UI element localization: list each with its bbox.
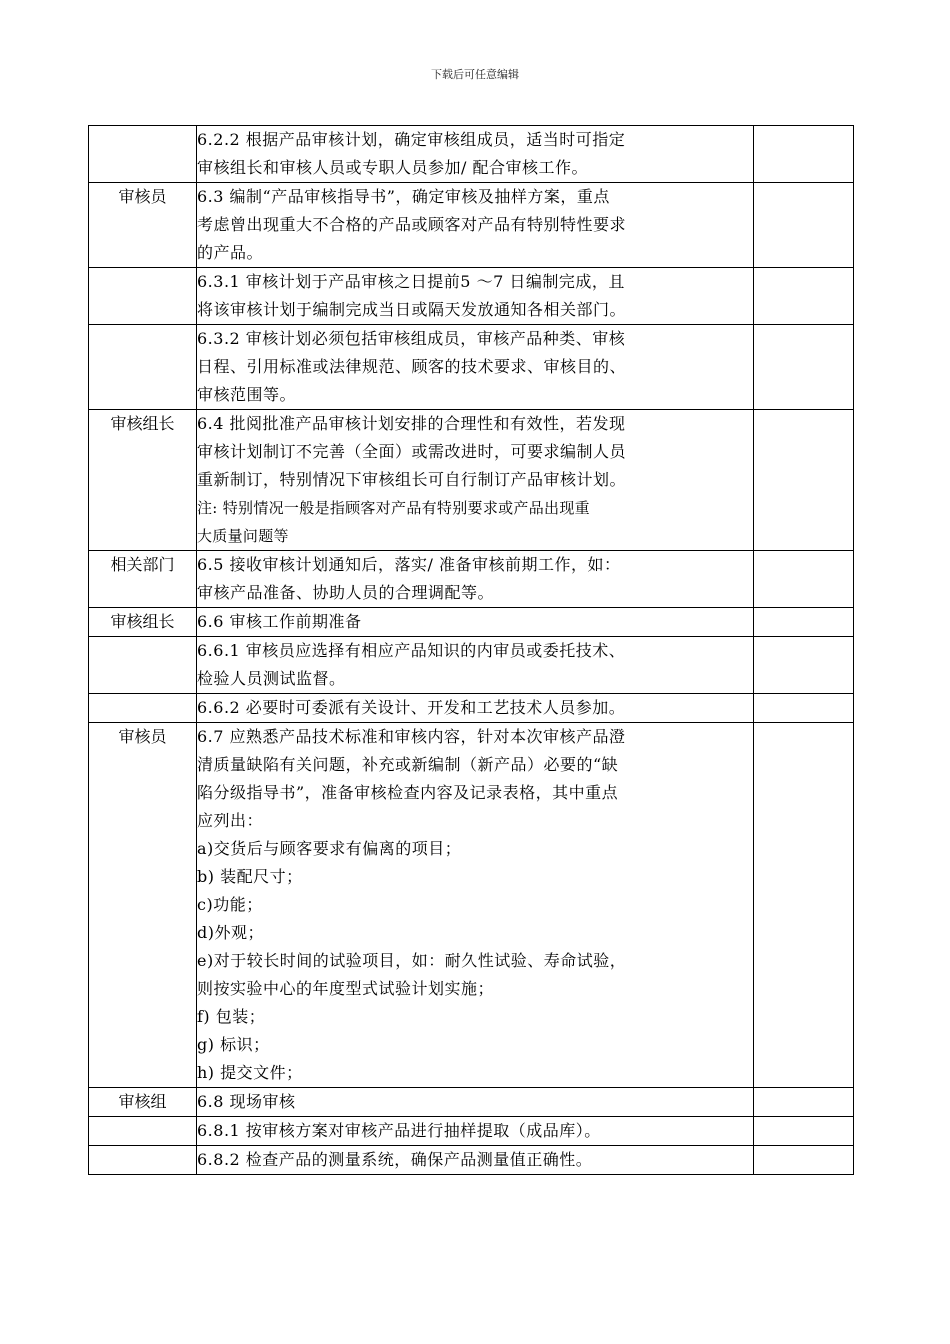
role-cell — [89, 268, 197, 325]
role-cell: 审核员 — [89, 183, 197, 268]
table-row — [89, 1146, 854, 1175]
remarks-cell — [754, 637, 854, 694]
remarks-cell — [754, 551, 854, 608]
table-row — [89, 694, 854, 723]
content-cell — [197, 1146, 754, 1175]
content-line: b) 装配尺寸； — [197, 867, 303, 886]
content-line: 考虑曾出现重大不合格的产品或顾客对产品有特别特性要求 — [197, 215, 627, 234]
content-line: 6.8.2 检查产品的测量系统，确保产品测量值正确性。 — [197, 1150, 593, 1169]
content-line: 清质量缺陷有关问题，补充或新编制（新产品）必要的“缺 — [197, 755, 619, 774]
role-cell — [89, 694, 197, 723]
content-cell — [197, 1117, 754, 1146]
content-line: e)对于较长时间的试验项目，如：耐久性试验、寿命试验， — [197, 951, 627, 970]
content-line: 重新制订，特别情况下审核组长可自行制订产品审核计划。 — [197, 470, 627, 489]
content-cell — [197, 325, 754, 410]
remarks-cell — [754, 608, 854, 637]
role-cell: 审核员 — [89, 723, 197, 1088]
remarks-cell — [754, 268, 854, 325]
content-line: 6.6.2 必要时可委派有关设计、开发和工艺技术人员参加。 — [197, 698, 626, 717]
table-row — [89, 126, 854, 183]
role-cell — [89, 637, 197, 694]
content-cell — [197, 608, 754, 637]
content-line: 6.6 审核工作前期准备 — [197, 612, 362, 631]
table-row — [89, 608, 854, 637]
content-line: 的产品。 — [197, 243, 264, 262]
content-cell — [197, 183, 754, 268]
content-cell — [197, 126, 754, 183]
table-row — [89, 268, 854, 325]
role-cell: 审核组 — [89, 1088, 197, 1117]
procedure-table — [88, 125, 854, 1175]
content-line: 审核组长和审核人员或专职人员参加/ 配合审核工作。 — [197, 158, 588, 177]
procedure-table-body — [89, 126, 854, 1175]
role-cell: 审核组长 — [89, 608, 197, 637]
table-row — [89, 551, 854, 608]
remarks-cell — [754, 1088, 854, 1117]
page-header: 下载后可任意编辑 — [431, 68, 519, 81]
content-line: 6.3.1 审核计划于产品审核之日提前5 ～7 日编制完成，且 — [197, 272, 625, 291]
note-line: 注: 特别情况一般是指顾客对产品有特别要求或产品出现重 — [197, 499, 590, 517]
table-row — [89, 637, 854, 694]
table-row — [89, 325, 854, 410]
content-cell — [197, 1088, 754, 1117]
content-line: 应列出： — [197, 811, 264, 830]
content-line: a)交货后与顾客要求有偏离的项目； — [197, 839, 462, 858]
table-row — [89, 723, 854, 1088]
content-line: g) 标识； — [197, 1035, 270, 1054]
remarks-cell — [754, 1117, 854, 1146]
content-line: 6.8.1 按审核方案对审核产品进行抽样提取（成品库）。 — [197, 1121, 601, 1140]
remarks-cell — [754, 1146, 854, 1175]
table-row — [89, 1088, 854, 1117]
content-line: 6.4 批阅批准产品审核计划安排的合理性和有效性，若发现 — [197, 414, 626, 433]
remarks-cell — [754, 183, 854, 268]
content-line: 将该审核计划于编制完成当日或隔天发放通知各相关部门。 — [197, 300, 627, 319]
content-cell — [197, 694, 754, 723]
role-cell — [89, 1146, 197, 1175]
content-cell — [197, 268, 754, 325]
content-line: 审核产品准备、协助人员的合理调配等。 — [197, 583, 495, 602]
table-row — [89, 410, 854, 551]
content-line: 6.6.1 审核员应选择有相应产品知识的内审员或委托技术、 — [197, 641, 626, 660]
remarks-cell — [754, 694, 854, 723]
role-cell — [89, 325, 197, 410]
content-line: 审核范围等。 — [197, 385, 297, 404]
content-line: c)功能； — [197, 895, 263, 914]
content-line: f) 包装； — [197, 1007, 266, 1026]
content-cell — [197, 410, 754, 551]
content-line: 6.7 应熟悉产品技术标准和审核内容，针对本次审核产品澄 — [197, 727, 626, 746]
role-cell — [89, 126, 197, 183]
table-row — [89, 183, 854, 268]
content-line: d)外观； — [197, 923, 264, 942]
content-line: 陷分级指导书”，准备审核检查内容及记录表格，其中重点 — [197, 783, 619, 802]
role-cell: 相关部门 — [89, 551, 197, 608]
content-cell — [197, 637, 754, 694]
content-line: 检验人员测试监督。 — [197, 669, 346, 688]
table-row — [89, 1117, 854, 1146]
content-cell — [197, 723, 754, 1088]
content-line: h) 提交文件； — [197, 1063, 303, 1082]
content-line: 则按实验中心的年度型式试验计划实施； — [197, 979, 495, 998]
content-line: 6.3 编制“产品审核指导书”，确定审核及抽样方案，重点 — [197, 187, 610, 206]
content-line: 审核计划制订不完善（全面）或需改进时，可要求编制人员 — [197, 442, 627, 461]
remarks-cell — [754, 126, 854, 183]
content-line: 6.2.2 根据产品审核计划，确定审核组成员，适当时可指定 — [197, 130, 626, 149]
content-line: 6.3.2 审核计划必须包括审核组成员，审核产品种类、审核 — [197, 329, 626, 348]
content-line: 6.8 现场审核 — [197, 1092, 296, 1111]
content-line: 日程、引用标准或法律规范、顾客的技术要求、审核目的、 — [197, 357, 627, 376]
role-cell — [89, 1117, 197, 1146]
content-cell — [197, 551, 754, 608]
role-cell: 审核组长 — [89, 410, 197, 551]
content-line: 6.5 接收审核计划通知后，落实/ 准备审核前期工作，如： — [197, 555, 621, 574]
remarks-cell — [754, 410, 854, 551]
remarks-cell — [754, 723, 854, 1088]
note-line: 大质量问题等 — [197, 527, 289, 545]
remarks-cell — [754, 325, 854, 410]
